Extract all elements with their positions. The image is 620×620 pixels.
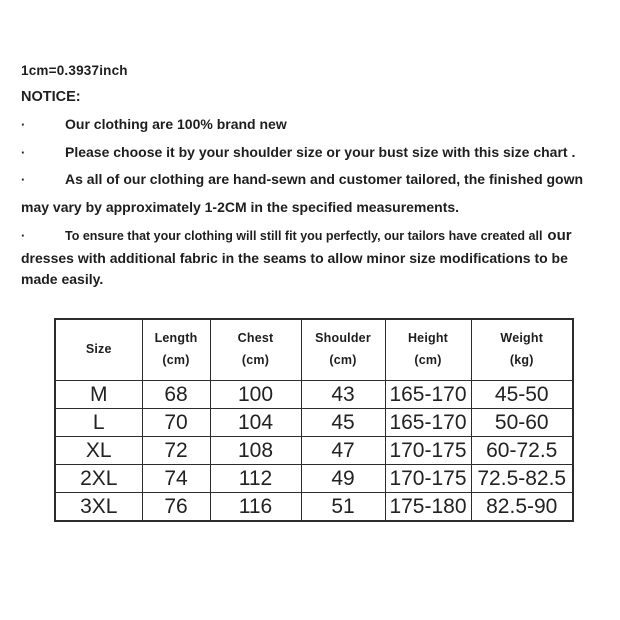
height-cell: 170-175: [385, 465, 471, 493]
col-header-label: Height: [407, 331, 449, 346]
col-header-unit: (cm): [162, 353, 190, 368]
bullet-fit-line-1: [21, 225, 598, 248]
bullet-fit: [21, 225, 598, 291]
length-cell: 72: [142, 437, 210, 465]
bullet-fit-text-small: To ensure that your clothing will still fit you perfectly, our tailors have created all: [65, 229, 543, 243]
shoulder-cell: 49: [301, 465, 385, 493]
length-cell: 74: [142, 465, 210, 493]
chest-cell: 104: [210, 409, 301, 437]
size-cell: 2XL: [55, 465, 142, 493]
bullet-dot: ·: [21, 228, 26, 243]
length-cell: 68: [142, 381, 210, 409]
col-header-label: Chest: [237, 331, 274, 346]
col-header-height: [385, 319, 471, 381]
bullet-dot: ·: [21, 144, 26, 160]
size-cell: XL: [55, 437, 142, 465]
chest-cell: 100: [210, 381, 301, 409]
conversion-note: 1cm=0.3937inch: [21, 63, 128, 78]
bullet-choose: [21, 139, 598, 167]
chest-cell: 112: [210, 465, 301, 493]
bullet-line: [21, 111, 598, 139]
length-cell: 76: [142, 493, 210, 522]
col-header-length: [142, 319, 210, 381]
bullet-line: [21, 139, 598, 167]
col-header-label: Size: [85, 342, 112, 357]
bullet-brand-new: [21, 111, 598, 139]
bullet-fit-text-emphasis: our: [547, 227, 572, 244]
bullet-choose-text: Please choose it by your shoulder size or your bust size with this size chart .: [65, 143, 576, 160]
bullet-dot: ·: [21, 172, 26, 187]
bullet-tailored: [21, 166, 598, 220]
weight-cell: 60-72.5: [471, 437, 573, 465]
col-header-size: [55, 319, 142, 381]
shoulder-cell: 43: [301, 381, 385, 409]
col-header-unit: (cm): [414, 353, 442, 368]
length-cell: 70: [142, 409, 210, 437]
shoulder-cell: 47: [301, 437, 385, 465]
col-header-label: Weight: [500, 331, 544, 346]
weight-cell: 72.5-82.5: [471, 465, 573, 493]
size-chart-table: [54, 318, 574, 523]
table-row-3xl: [55, 493, 573, 522]
size-cell: L: [55, 409, 142, 437]
chest-cell: 116: [210, 493, 301, 522]
col-header-chest: [210, 319, 301, 381]
size-cell: M: [55, 381, 142, 409]
bullet-tailored-line-1: [21, 166, 598, 194]
weight-cell: 50-60: [471, 409, 573, 437]
col-header-unit: (kg): [509, 353, 534, 368]
bullet-fit-line-2: dresses with additional fabric in the seams to allow minor size modifications to be: [21, 249, 568, 266]
notice-heading: NOTICE:: [21, 89, 81, 105]
table-row-m: [55, 381, 573, 409]
shoulder-cell: 51: [301, 493, 385, 522]
shoulder-cell: 45: [301, 409, 385, 437]
bullet-tailored-line-2: may vary by approximately 1-2CM in the specified measurements.: [21, 198, 460, 215]
height-cell: 165-170: [385, 381, 471, 409]
bullet-fit-line-3: made easily.: [21, 271, 104, 287]
bullet-dot: ·: [21, 117, 26, 132]
height-cell: 175-180: [385, 493, 471, 522]
col-header-unit: (cm): [329, 353, 357, 368]
col-header-weight: [471, 319, 573, 381]
chest-cell: 108: [210, 437, 301, 465]
table-row-xl: [55, 437, 573, 465]
bullet-tailored-text-1: As all of our clothing are hand-sewn and customer tailored, the finished gown: [65, 171, 584, 187]
height-cell: 165-170: [385, 409, 471, 437]
col-header-label: Length: [154, 331, 198, 346]
bullet-brand-new-text: Our clothing are 100% brand new: [65, 116, 287, 132]
col-header-label: Shoulder: [315, 331, 371, 346]
height-cell: 170-175: [385, 437, 471, 465]
table-header-row: [55, 319, 573, 381]
size-cell: 3XL: [55, 493, 142, 522]
weight-cell: 82.5-90: [471, 493, 573, 522]
table-row-2xl: [55, 465, 573, 493]
weight-cell: 45-50: [471, 381, 573, 409]
col-header-shoulder: [301, 319, 385, 381]
table-row-l: [55, 409, 573, 437]
col-header-unit: (cm): [241, 353, 270, 368]
